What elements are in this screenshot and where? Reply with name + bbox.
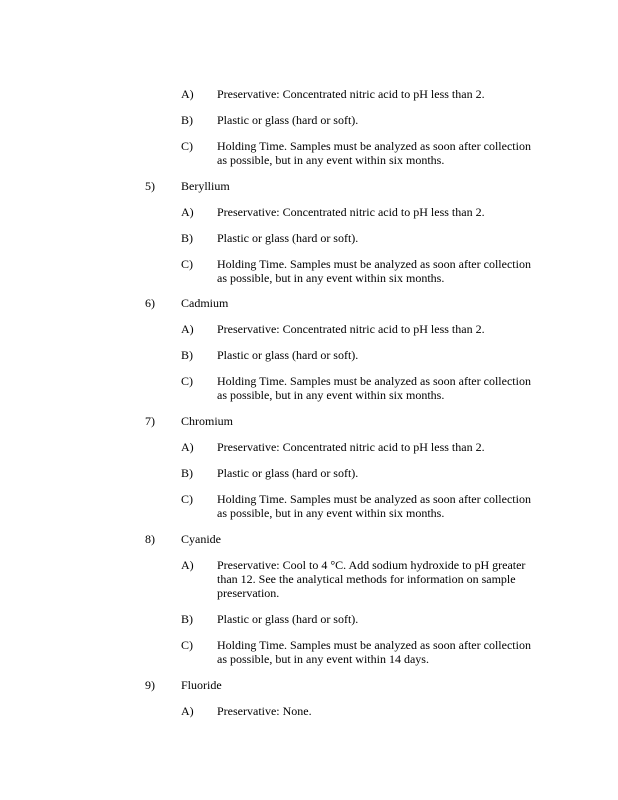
item-letter: C) [181,374,193,388]
item-text: Preservative: Concentrated nitric acid to pH less than 2. [217,205,485,219]
item-letter: A) [181,322,194,336]
item-letter: A) [181,205,194,219]
item-letter: B) [181,466,193,480]
section-number: 8) [145,532,155,546]
item-text: Plastic or glass (hard or soft). [217,466,359,480]
item-text: Preservative: None. [217,704,312,718]
item-text: Holding Time. Samples must be analyzed as soon after collection as possible, but in any event within six months. [217,374,531,402]
item-letter: A) [181,558,194,572]
item-text: Holding Time. Samples must be analyzed as soon after collection as possible, but in any event within six months. [217,492,531,520]
item-text: Holding Time. Samples must be analyzed as soon after collection as possible, but in any event within 14 days. [217,638,531,666]
item-text: Holding Time. Samples must be analyzed as soon after collection as possible, but in any event within six months. [217,257,531,285]
item-letter: A) [181,87,194,101]
item-text: Preservative: Concentrated nitric acid to pH less than 2. [217,440,485,454]
item-letter: A) [181,704,194,718]
item-text: Preservative: Concentrated nitric acid to pH less than 2. [217,322,485,336]
item-letter: A) [181,440,194,454]
item-letter: C) [181,139,193,153]
item-text: Plastic or glass (hard or soft). [217,113,359,127]
item-text: Plastic or glass (hard or soft). [217,348,359,362]
item-letter: B) [181,231,193,245]
section-number: 5) [145,179,155,193]
item-letter: B) [181,113,193,127]
section-number: 9) [145,678,155,692]
item-text: Holding Time. Samples must be analyzed as soon after collection as possible, but in any event within six months. [217,139,531,167]
section-title: Fluoride [181,678,222,692]
item-letter: C) [181,257,193,271]
section-number: 6) [145,296,155,310]
item-text: Plastic or glass (hard or soft). [217,612,359,626]
section-title: Beryllium [181,179,230,193]
item-letter: B) [181,348,193,362]
item-text: Preservative: Concentrated nitric acid to pH less than 2. [217,87,485,101]
section-number: 7) [145,414,155,428]
item-text: Preservative: Cool to 4 °C. Add sodium hydroxide to pH greater than 12. See the analytical methods for information on sample preservation. [217,558,526,600]
section-title: Chromium [181,414,234,428]
section-title: Cadmium [181,296,229,310]
item-letter: C) [181,492,193,506]
section-title: Cyanide [181,532,221,546]
item-letter: C) [181,638,193,652]
item-letter: B) [181,612,193,626]
item-text: Plastic or glass (hard or soft). [217,231,359,245]
